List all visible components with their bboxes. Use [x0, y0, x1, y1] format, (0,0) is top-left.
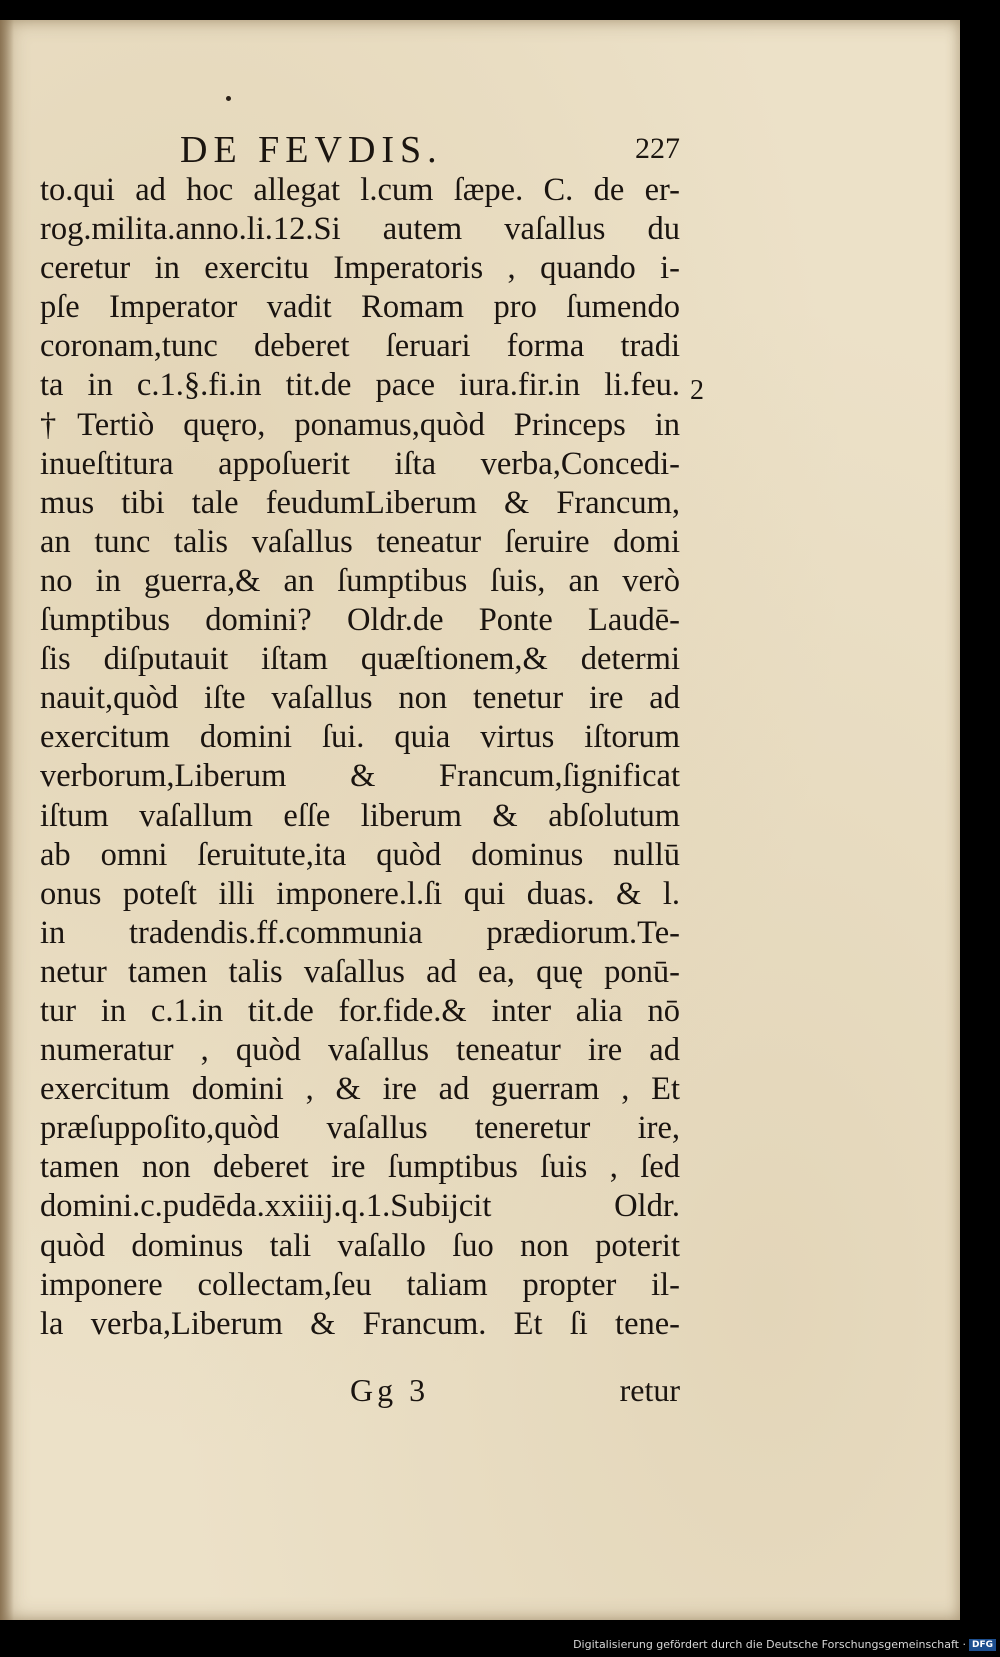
digitization-credit	[573, 1638, 996, 1651]
text-line: onus poteſt illi imponere.l.ſi qui duas. & l.	[40, 875, 680, 912]
text-line: no in guerra,& an ſumptibus ſuis, an verò	[40, 562, 680, 599]
text-line: præſuppoſito,quòd vaſallus teneretur ire,	[40, 1110, 680, 1147]
marginal-number: 2	[690, 375, 704, 406]
text-line: rog.milita.anno.li.12.Si autem vaſallus du	[40, 211, 680, 248]
text-line: tamen non deberet ire ſumptibus ſuis , ſed	[40, 1149, 680, 1186]
text-line: †Tertiò quęro, ponamus,quòd Princeps in	[40, 406, 680, 443]
text-line: mus tibi tale feudumLiberum & Francum,	[40, 484, 680, 521]
text-line: nauit,quòd iſte vaſallus non tenetur ire ad	[40, 680, 680, 717]
body-text	[40, 171, 680, 1344]
text-line: iſtum vaſallum eſſe liberum & abſolutum	[40, 797, 680, 834]
credit-text: Digitalisierung gefördert durch die Deutsche Forschungsgemeinschaft ·	[573, 1638, 966, 1651]
text-line: domini.c.pudēda.xxiiij.q.1.Subijcit Oldr.	[40, 1188, 680, 1225]
text-line: verborum,Liberum & Francum,ſignificat	[40, 758, 680, 795]
signature-mark: Gg 3	[350, 1372, 430, 1408]
running-title: DE FEVDIS.	[180, 129, 443, 171]
text-line: imponere collectam,ſeu taliam propter il-	[40, 1266, 680, 1303]
text-line: ceretur in exercitu Imperatoris , quando i-	[40, 250, 680, 287]
text-line: pſe Imperator vadit Romam pro ſumendo	[40, 289, 680, 326]
text-line: an tunc talis vaſallus teneatur ſeruire domi	[40, 523, 680, 560]
text-line: to.qui ad hoc allegat l.cum ſæpe. C. de er-	[40, 172, 680, 208]
text-line: inueſtitura appoſuerit iſta verba,Concedi-	[40, 445, 680, 482]
page-gutter-shadow	[0, 20, 14, 1620]
text-line: coronam,tunc deberet ſeruari forma tradi	[40, 328, 680, 365]
text-line: ſis diſputauit iſtam quæſtionem,& determi	[40, 641, 680, 678]
text-line: la verba,Liberum & Francum. Et ſi tene-	[40, 1305, 680, 1342]
text-line: ſumptibus domini? Oldr.de Ponte Laudē-	[40, 602, 680, 639]
ink-dot	[226, 96, 231, 101]
text-line: netur tamen talis vaſallus ad ea, quę ponū-	[40, 953, 680, 990]
text-line: exercitum domini ſui. quia virtus iſtorum	[40, 719, 680, 756]
text-line: exercitum domini , & ire ad guerram , Et	[40, 1071, 680, 1108]
text-line: numeratur , quòd vaſallus teneatur ire ad	[40, 1032, 680, 1069]
text-line: ab omni ſeruitute,ita quòd dominus nullū	[40, 836, 680, 873]
dfg-logo: DFG	[969, 1639, 996, 1651]
text-line: in tradendis.ff.communia prædiorum.Te-	[40, 914, 680, 951]
page-footer	[40, 1372, 680, 1412]
catchword: retur	[619, 1372, 680, 1408]
text-line: quòd dominus tali vaſallo ſuo non poterit	[40, 1227, 680, 1264]
text-line: tur in c.1.in tit.de for.fide.& inter alia nō	[40, 992, 680, 1029]
text-line: ta in c.1.§.fi.in tit.de pace iura.fir.in li.feu.	[40, 367, 680, 404]
page-number: 227	[635, 132, 680, 165]
